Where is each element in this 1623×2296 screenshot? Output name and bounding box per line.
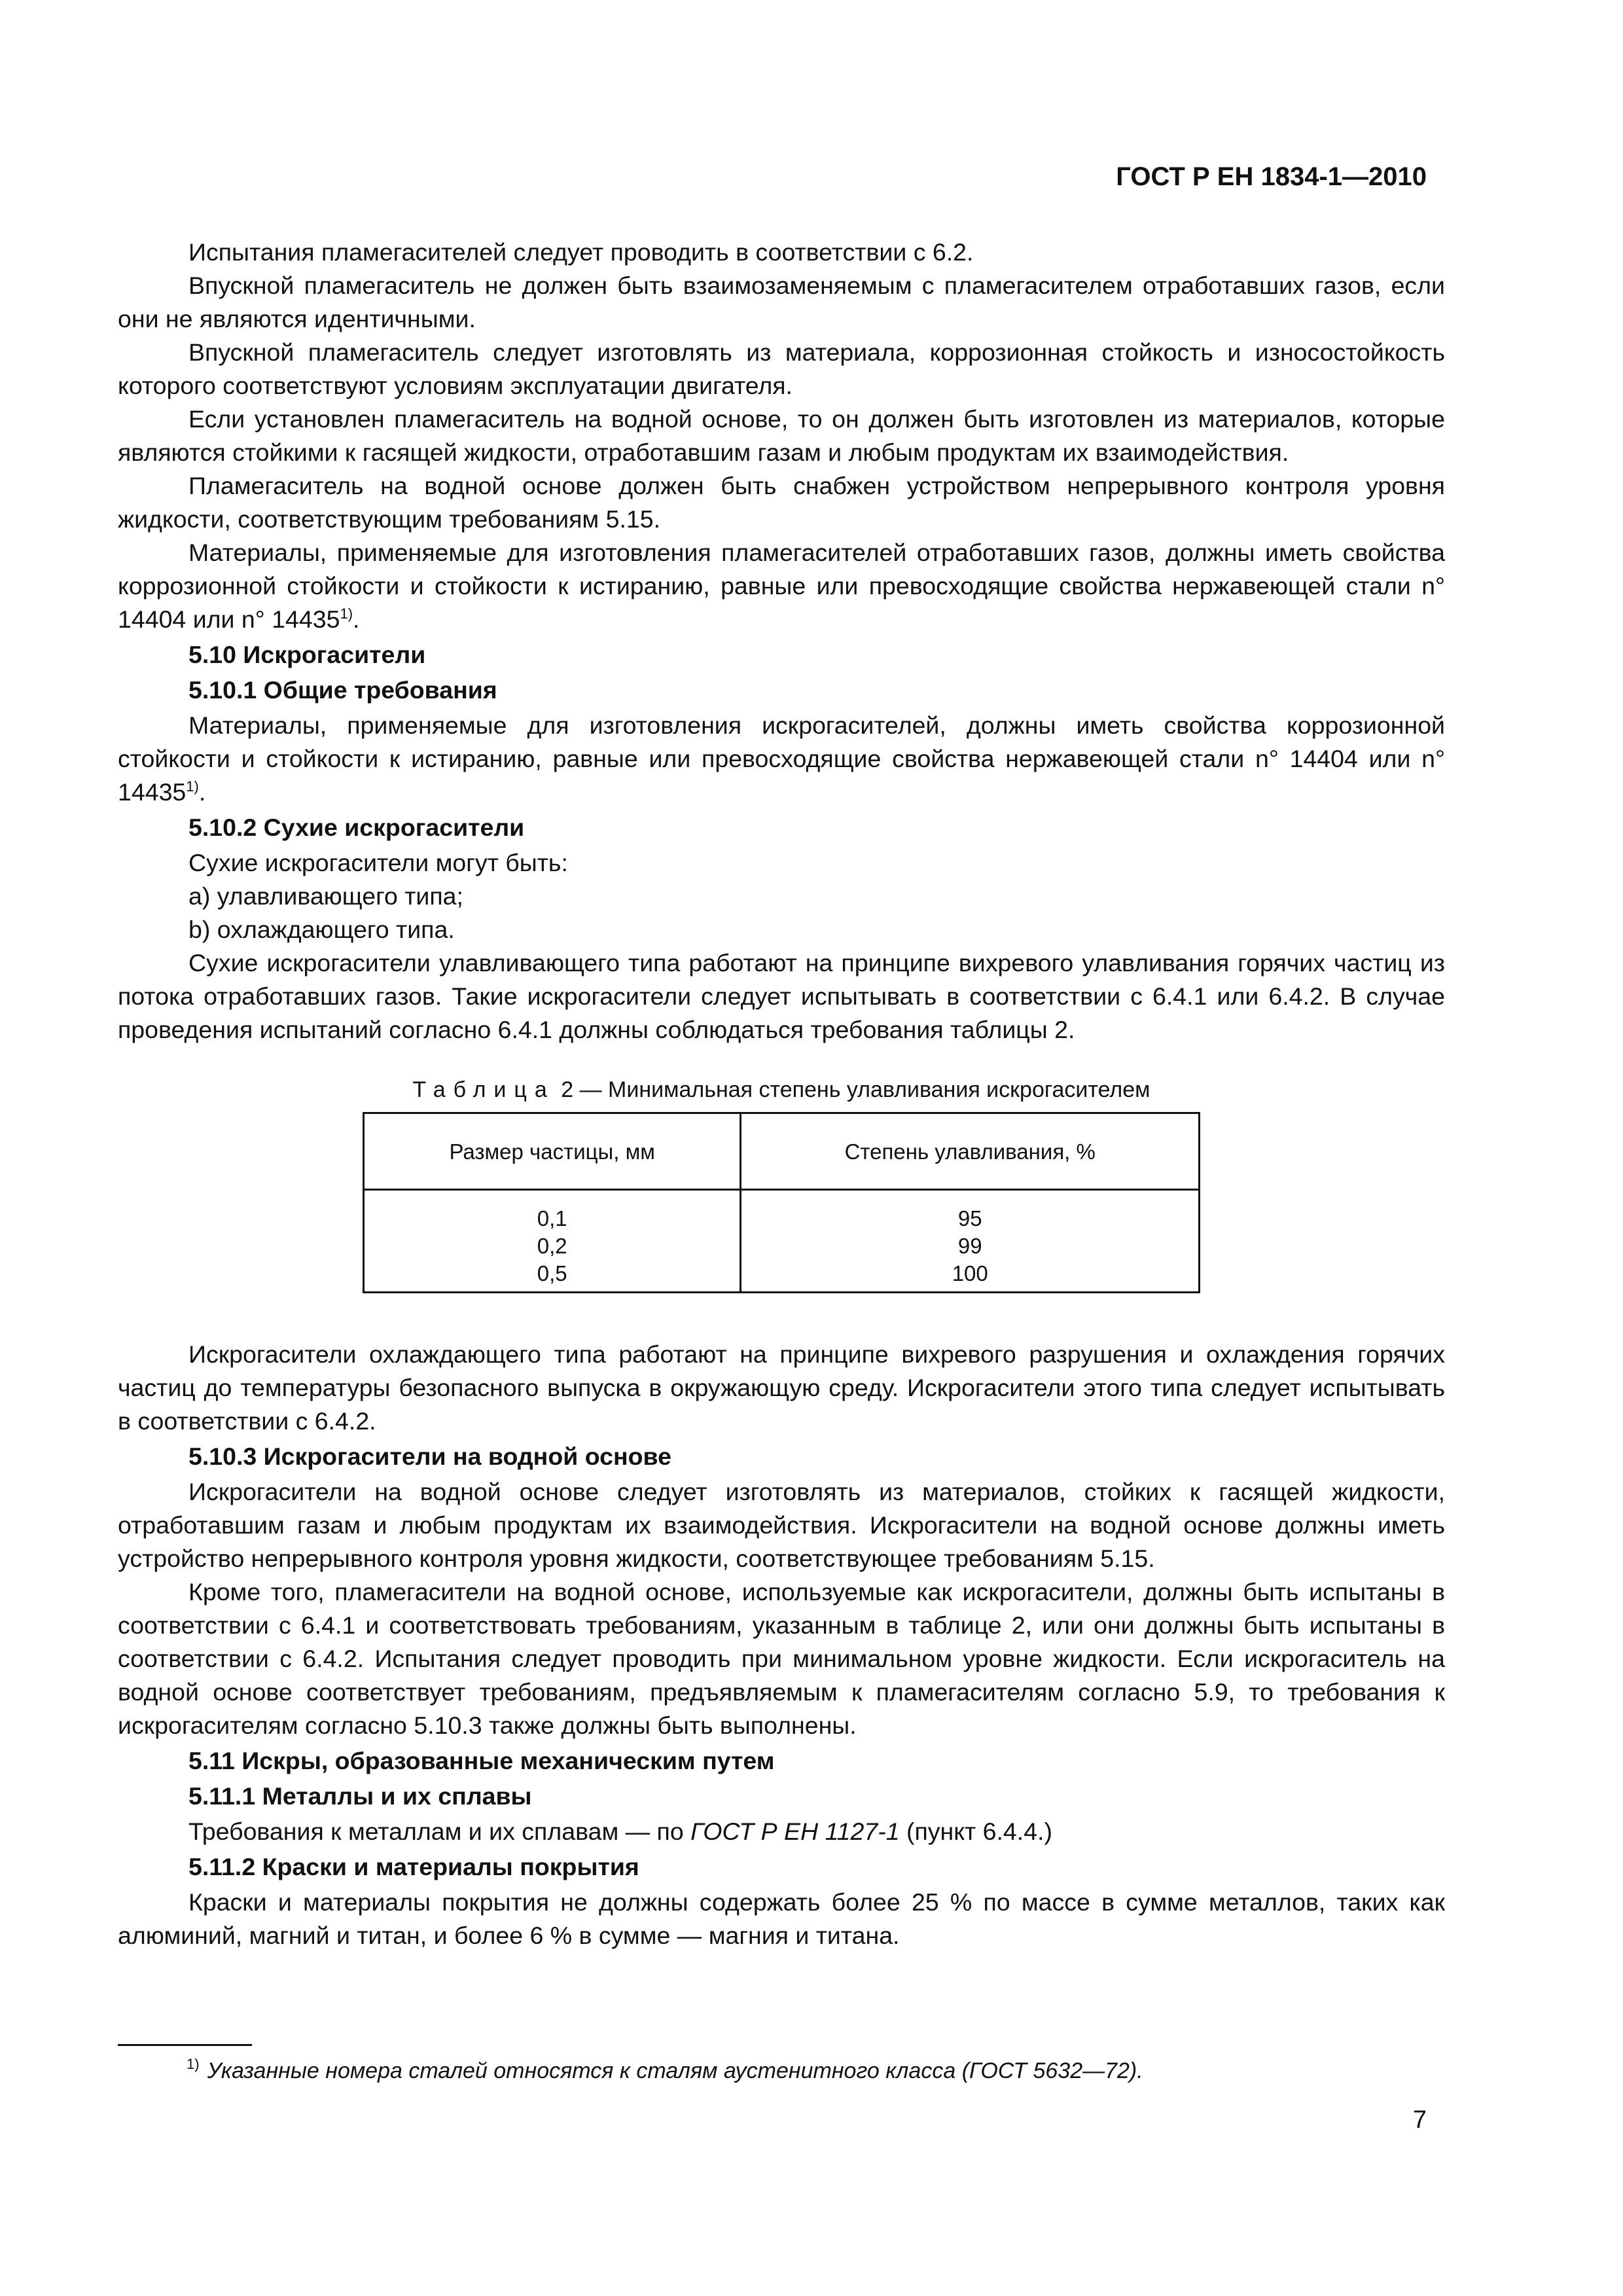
paragraph: Впускной пламегаситель не должен быть взаимозаменяемым с пламегасителем отработавших газов, если они не являются идентичными. <box>118 272 1445 332</box>
document-body <box>118 236 1445 1952</box>
paragraph-text: Материалы, применяемые для изготовления пламегасителей отработавших газов, должны иметь свойства коррозионной стойкости и стойкости к истиранию, равные или превосходящие свойства нержавеющей стали n° 14404 или n° 14435 <box>118 539 1445 633</box>
paragraph-text: (пункт 6.4.4.) <box>899 1818 1052 1845</box>
paragraph: Если установлен пламегаситель на водной основе, то он должен быть изготовлен из материалов, которые являются стойкими к гасящей жидкости, отработавшим газам и любым продуктам их взаимодействия. <box>118 405 1445 466</box>
heading-5-10: 5.10 Искрогасители <box>188 641 426 668</box>
table-caption-text: 2 — Минимальная степень улавливания искрогасителем <box>561 1077 1150 1102</box>
capture-degree-table <box>363 1112 1200 1293</box>
footnote-separator <box>118 2044 252 2046</box>
table-cell-sizes <box>364 1190 741 1293</box>
paragraph: Сухие искрогасители улавливающего типа работают на принципе вихревого улавливания горячих частиц из потока отработавших газов. Такие искрогасители следует испытывать в соответствии с 6.4.1 или 6.4.2. В случае проведения испытаний согласно 6.4.1 должны соблюдаться требования таблицы 2. <box>118 949 1445 1043</box>
footnote-mark: 1) <box>187 2056 200 2072</box>
heading-5-10-1: 5.10.1 Общие требования <box>188 676 497 704</box>
list-item: b) охлаждающего типа. <box>188 916 455 943</box>
paragraph: Впускной пламегаситель следует изготовлять из материала, коррозионная стойкость и износостойкость которого соответствуют условиям эксплуатации двигателя. <box>118 338 1445 399</box>
paragraph: Сухие искрогасители могут быть: <box>188 849 568 876</box>
cell-value: 0,2 <box>537 1234 567 1258</box>
table-row <box>364 1190 1200 1293</box>
cell-value: 95 <box>957 1206 982 1230</box>
table-cell-degrees <box>741 1190 1200 1293</box>
period: . <box>353 605 360 633</box>
paragraph: Пламегаситель на водной основе должен быть снабжен устройством непрерывного контроля уровня жидкости, соответствующим требованиям 5.15. <box>118 472 1445 533</box>
standard-reference: ГОСТ Р ЕН 1127-1 <box>690 1818 900 1845</box>
footnote-ref: 1) <box>186 778 199 795</box>
page-number: 7 <box>1412 2106 1427 2134</box>
paragraph: Краски и материалы покрытия не должны содержать более 25 % по массе в сумме металлов, таких как алюминий, магний и титан, и более 6 % в сумме — магния и титана. <box>118 1888 1445 1949</box>
heading-5-10-2: 5.10.2 Сухие искрогасители <box>188 814 525 841</box>
cell-value: 100 <box>952 1261 988 1285</box>
paragraph-text: Требования к металлам и их сплавам — по <box>188 1818 691 1845</box>
table-caption <box>118 1075 1445 1104</box>
paragraph: Испытания пламегасителей следует проводить в соответствии с 6.2. <box>188 238 974 266</box>
footnote <box>187 2049 1143 2087</box>
heading-5-11-1: 5.11.1 Металлы и их сплавы <box>188 1782 532 1810</box>
standard-code: ГОСТ Р ЕН 1834-1—2010 <box>1116 162 1427 191</box>
heading-5-10-3: 5.10.3 Искрогасители на водной основе <box>188 1443 671 1470</box>
footnote-text: Указанные номера сталей относятся к сталям аустенитного класса (ГОСТ 5632—72). <box>207 2058 1143 2083</box>
paragraph-text: Материалы, применяемые для изготовления искрогасителей, должны иметь свойства коррозионной стойкости и стойкости к истиранию, равные или превосходящие свойства нержавеющей стали n° 14404 или n° 14435 <box>118 711 1445 806</box>
paragraph <box>118 536 1445 636</box>
heading-5-11-2: 5.11.2 Краски и материалы покрытия <box>188 1853 639 1880</box>
paragraph: Искрогасители на водной основе следует изготовлять из материалов, стойких к гасящей жидкости, отработавшим газам и любым продуктам их взаимодействия. Искрогасители на водной основе должны иметь устройство непрерывного контроля уровня жидкости, соответствующее требованиям 5.15. <box>118 1478 1445 1572</box>
list-item: a) улавливающего типа; <box>188 882 463 910</box>
column-header-size: Размер частицы, мм <box>364 1113 741 1190</box>
table-caption-word: Таблица <box>412 1077 555 1102</box>
paragraph <box>118 1815 1445 1848</box>
period: . <box>198 778 206 806</box>
cell-value: 99 <box>957 1234 982 1258</box>
column-header-degree: Степень улавливания, % <box>741 1113 1200 1190</box>
cell-value: 0,1 <box>537 1206 567 1230</box>
paragraph: Искрогасители охлаждающего типа работают на принципе вихревого разрушения и охлаждения горячих частиц до температуры безопасного выпуска в окружающую среду. Искрогасители этого типа следует испытывать в соответствии с 6.4.2. <box>118 1340 1445 1435</box>
paragraph <box>118 709 1445 809</box>
footnote-ref: 1) <box>340 605 353 622</box>
cell-value: 0,5 <box>537 1261 567 1285</box>
heading-5-11: 5.11 Искры, образованные механическим путем <box>188 1747 775 1774</box>
paragraph: Кроме того, пламегасители на водной основе, используемые как искрогасители, должны быть испытаны в соответствии с 6.4.1 и соответствовать требованиям, указанным в таблице 2, или они должны быть испытаны в соответствии с 6.4.2. Испытания следует проводить при минимальном уровне жидкости. Если искрогаситель на водной основе соответствует требованиям, предъявляемым к пламегасителям согласно 5.9, то требования к искрогасителям согласно 5.10.3 также должны быть выполнены. <box>118 1578 1445 1739</box>
